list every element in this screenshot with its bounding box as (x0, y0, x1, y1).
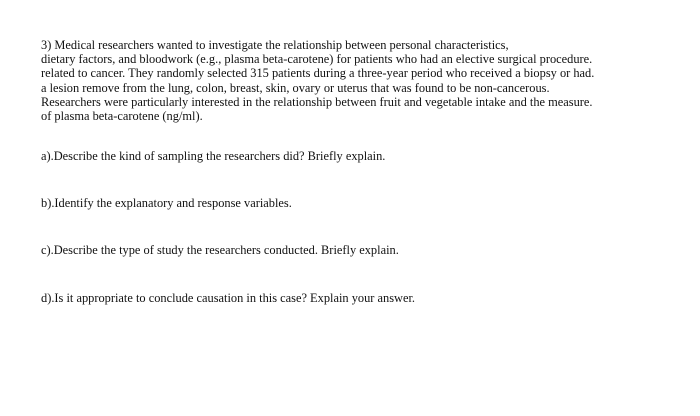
problem-line: dietary factors, and bloodwork (e.g., plasma beta-carotene) for patients who had an elective surgical procedure. (41, 52, 593, 67)
problem-statement (41, 38, 671, 123)
question-b: b).Identify the explanatory and response variables. (41, 196, 292, 210)
problem-line: related to cancer. They randomly selected 315 patients during a three-year period who received a biopsy or had. (41, 66, 595, 81)
question-a: a).Describe the kind of sampling the researchers did? Briefly explain. (41, 149, 386, 163)
problem-line: 3) Medical researchers wanted to investigate the relationship between personal characteristics, (41, 38, 509, 52)
problem-line: Researchers were particularly interested in the relationship between fruit and vegetable intake and the measure. (41, 94, 593, 109)
problem-line: of plasma beta-carotene (ng/ml). (41, 109, 203, 124)
question-c: c).Describe the type of study the researchers conducted. Briefly explain. (41, 243, 399, 257)
question-d: d).Is it appropriate to conclude causation in this case? Explain your answer. (41, 291, 416, 305)
problem-line: a lesion remove from the lung, colon, breast, skin, ovary or uterus that was found to be non-cancerous. (41, 80, 550, 95)
